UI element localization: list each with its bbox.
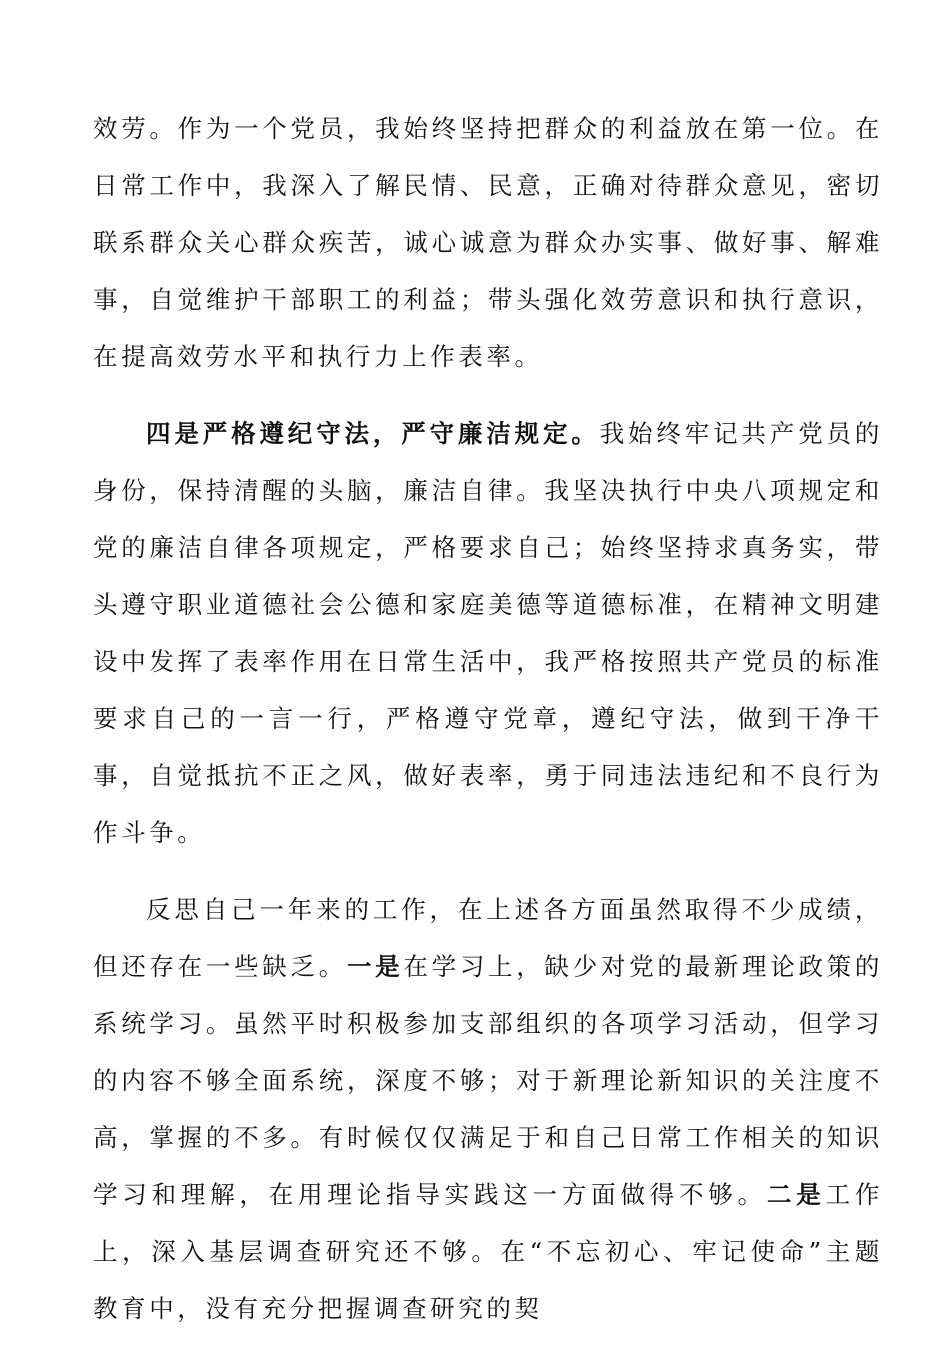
paragraph-text: 反思自己一年来的工作，在上述各方面虽然取得不少成绩，但还存在一些缺乏。 — [93, 895, 883, 981]
paragraph-heading-bold: 四是严格遵纪守法，严守廉洁规定。 — [146, 419, 600, 448]
paragraph-text: 工作上，深入基层调查研究还不够。在“不忘初心、牢记使命”主题教育中，没有充分把握调查研究的契 — [93, 1180, 883, 1323]
paragraph-service — [93, 100, 883, 385]
paragraph-point-bold: 二是 — [766, 1180, 826, 1209]
paragraph-text: 效劳。作为一个党员，我始终坚持把群众的利益放在第一位。在日常工作中，我深入了解民情、民意，正确对待群众意见，密切联系群众关心群众疾苦，诚心诚意为群众办实事、做好事、解难事，自觉维护干部职工的利益；带头强化效劳意识和执行意识，在提高效劳水平和执行力上作表率。 — [93, 114, 883, 371]
paragraph-reflection — [93, 881, 883, 1337]
paragraph-point-bold: 一是 — [346, 952, 404, 981]
paragraph-text: 在学习上，缺少对党的最新理论政策的系统学习。虽然平时积极参加支部组织的各项学习活动，但学习的内容不够全面系统，深度不够；对于新理论新知识的关注度不高，掌握的不多。有时候仅仅满足于和自己日常工作相关的知识学习和理解，在用理论指导实践这一方面做得不够。 — [93, 952, 883, 1209]
paragraph-discipline — [93, 405, 883, 861]
document-page — [93, 100, 883, 1357]
paragraph-text: 我始终牢记共产党员的身份，保持清醒的头脑，廉洁自律。我坚决执行中央八项规定和党的廉洁自律各项规定，严格要求自己；始终坚持求真务实，带头遵守职业道德社会公德和家庭美德等道德标准，在精神文明建设中发挥了表率作用在日常生活中，我严格按照共产党员的标准要求自己的一言一行，严格遵守党章，遵纪守法，做到干净干事，自觉抵抗不正之风，做好表率，勇于同违法违纪和不良行为作斗争。 — [93, 419, 884, 847]
